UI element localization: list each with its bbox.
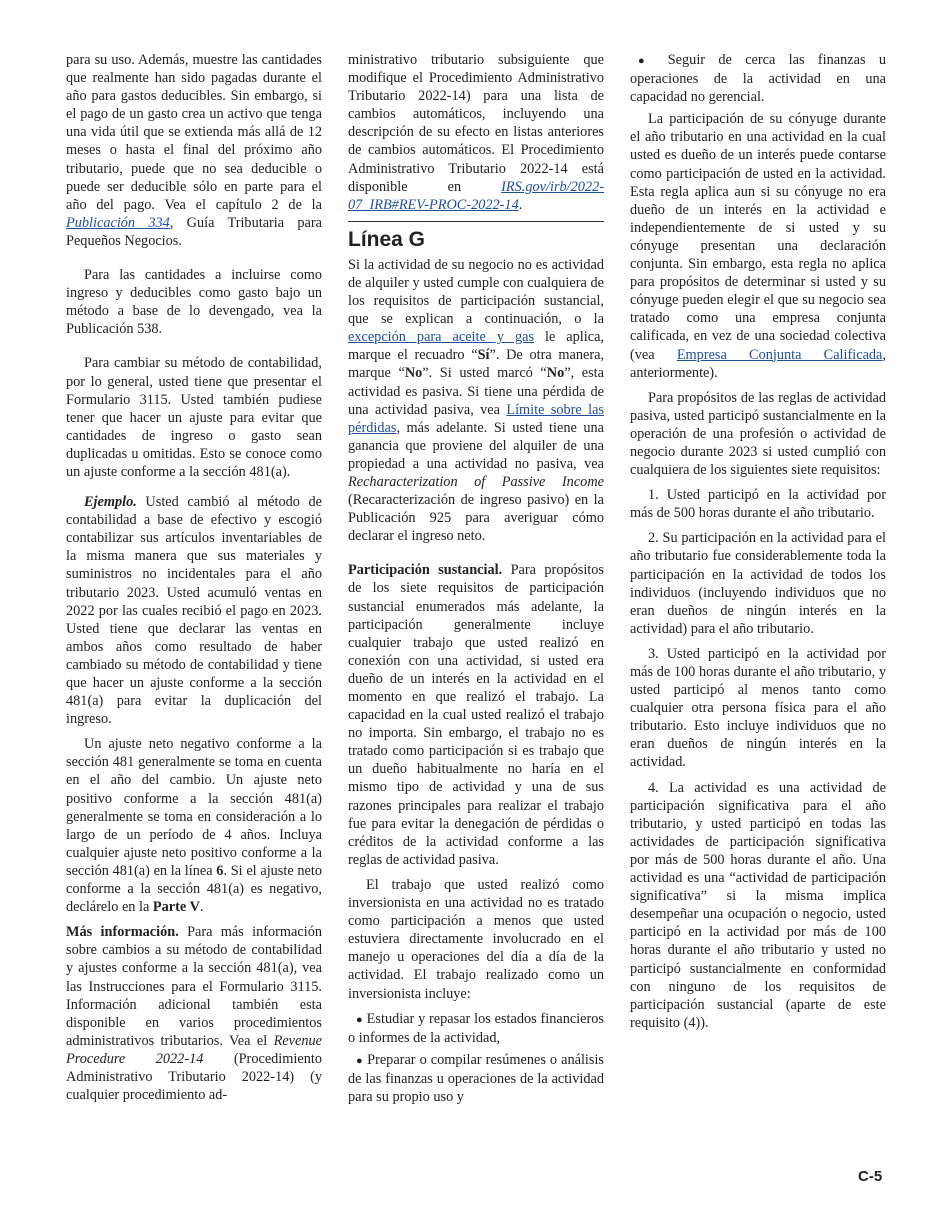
list-item: ● Estudiar y repasar los estados financieros o informes de la actividad, (348, 1010, 604, 1046)
paragraph: Si la actividad de su negocio no es actividad de alquiler y usted cumple con cualquiera de los requisitos de participación sustancial, que se explican a continuación, o la excepción para aceite y gas le aplica, marque el recuadro “Sí”. De otra manera, marque “No”. Si usted marcó “No”, esta actividad es pasiva. Si tiene una pérdida de una actividad pasiva, vea Límite sobre las pérdidas, más adelante. Si usted tiene una ganancia que proviene del alquiler de una propiedad a una actividad no pasiva, vea Recharacterization of Passive Income (Recaracterización de ingreso pasivo) en la Publicación 925 para averiguar cómo declarar el ingreso neto. (348, 256, 605, 545)
bullet-icon: ● (638, 55, 655, 67)
substantial-participation-paragraph: Participación sustancial. Para propósitos de los siete requisitos de participación sustancial enumerados más adelante, la participación generalmente incluye cualquier trabajo que usted realizó en conexión con una actividad, si usted era dueño de un interés en la actividad en el momento en que realizó el trabajo. La capacidad en la cual usted realizó el trabajo no importa. Sin embargo, el trabajo no es tratado como participación si es trabajo que un dueño habitualmente no haría en el mismo tipo de actividad y una de sus razones principales para realizar el trabajo fue para evitar la denegación de pérdidas o créditos de la actividad conforme a las reglas de actividad pasiva. (348, 562, 604, 868)
list-item: 3. Usted participó en la actividad por más de 100 horas durante el año tributario, y usted participó al menos tanto como cualquier otra persona física para el año tributario. Esto incluye individuos que no eran dueños de ningún interés en la actividad. (630, 645, 886, 771)
example-label: Ejemplo. (84, 494, 137, 511)
list-item: 1. Usted participó en la actividad por más de 500 horas durante el año tributario. (630, 487, 886, 522)
column-3 (630, 51, 886, 1039)
list-item: 4. La actividad es una actividad de participación significativa para el año tributario, y usted participó en todas las actividades de participación significativa por más de 500 horas durante el año. Una actividad es una “actividad de participación significativa” si la misma implica desempeñar una ocupación o negocio, usted participó en la actividad por más de 100 horas durante el año tributario y usted no participó sustancialmente en conformidad con ninguno de los requisitos de participación sustancial (aparte de este requisito (4)). (630, 779, 886, 1031)
paragraph: ministrativo tributario subsiguiente que modifique el Procedimiento Administrativo Tributario 2022-14) para una lista de cambios automáticos, incluyendo una descripción de su efecto en listas anteriores de cambios automáticos. El Procedimiento Administrativo Tributario 2022-14 está disponible en IRS.gov/irb/2022-07_IRB#REV-PROC-2022-14. (348, 52, 604, 213)
paragraph: Para cambiar su método de contabilidad, por lo general, usted tiene que presentar el Formulario 3115. Usted también pudiese tener que hacer un ajuste para evitar que cantidades de ingreso o gasto sean duplicadas u omitidas. Esto se conoce como un ajuste conforme a la sección 481(a). (66, 355, 322, 480)
bullet-icon: ● (356, 1013, 363, 1026)
more-info-paragraph: Más información. Para más información sobre cambios a su método de contabilidad y ajustes conforme a la sección 481(a), vea las Instrucciones para el Formulario 3115. Información adicional también esta disponible en varios procedimientos administrativos tributarios. Vea el Revenue Procedure 2022-14 (Procedimiento Administrativo Tributario 2022-14) (y cualquier procedimiento ad- (66, 924, 322, 1104)
list-item: 2. Su participación en la actividad para el año tributario fue considerablemente toda la participación en la actividad de todos los individuos (incluyendo individuos que no eran dueños de ningún interés en la actividad) para el año tributario. (630, 530, 886, 637)
list-item: ● Preparar o compilar resúmenes o análisis de las finanzas u operaciones de la actividad para su propio uso y (348, 1051, 604, 1105)
paragraph: Para las cantidades a incluirse como ingreso y deducibles como gasto bajo un método a base de lo devengado, vea la Publicación 538. (66, 267, 322, 338)
qualified-joint-venture-link[interactable]: Empresa Conjunta Calificada (676, 346, 883, 363)
page-number: C-5 (858, 1168, 883, 1185)
column-2 (348, 51, 604, 1110)
section-heading-linea-g: Línea G (348, 227, 426, 251)
publication-334-link[interactable]: Publicación 334 (66, 214, 170, 231)
irs-irb-link[interactable]: IRS.gov/irb/2022-07_IRB#REV-PROC-2022-14 (348, 178, 604, 213)
paragraph: Para propósitos de las reglas de actividad pasiva, usted participó sustancialmente en la operación de una profesión o actividad de negocio durante 2023 si usted cumplió con cualquiera de los siguientes siete requisitos: (630, 389, 886, 479)
oil-gas-exception-link[interactable]: excepción para aceite y gas (348, 329, 535, 346)
list-item: ● Seguir de cerca las finanzas u operaciones de la actividad en una capacidad no gerencial. (630, 52, 886, 106)
section-divider (348, 221, 604, 222)
column-1 (66, 51, 322, 1111)
bullet-icon: ● (356, 1054, 364, 1067)
paragraph: Un ajuste neto negativo conforme a la sección 481 generalmente se toma en cuenta en el año del cambio. Un ajuste neto positivo conforme a la sección 481(a) generalmente se toma en consideración a lo largo de un período de 4 años. Incluya cualquier ajuste neto positivo conforme a la sección 481(a) en la línea 6. Si el ajuste neto conforme a la sección 481(a) es negativo, declárelo en la Parte V. (66, 736, 323, 916)
paragraph: El trabajo que usted realizó como inversionista en una actividad no es tratado como participación a menos que usted estuviera directamente involucrado en el manejo u operaciones del día a día de la actividad. El trabajo realizado como un inversionista incluye: (348, 876, 604, 1002)
substantial-participation-label: Participación sustancial. (348, 562, 503, 579)
paragraph: La participación de su cónyuge durante el año tributario en una actividad en la cual usted es dueño de un interés puede contarse como participación de usted en la actividad. Esta regla aplica aun si su cónyuge no era dueño de un interés en la actividad e independientemente de si usted y su cónyuge presentan una declaración conjunta. Sin embargo, esta regla no aplica para propósitos de determinar si usted y su cónyuge pueden elegir el que su negocio sea tratado como una empresa conjunta calificada, en vez de una sociedad colectiva (vea Empresa Conjunta Calificada, anteriormente). (630, 111, 886, 381)
example-paragraph: Ejemplo. Usted cambió al método de contabilidad a base de efectivo y escogió contabilizar sus artículos inventariables de la misma manera que sus materiales y suministros no incidentales para el año tributario 2023. Usted acumuló ventas en 2022 por las cuales recibió el pago en 2023. Usted tiene que declarar las ventas en ambos años como resultado de haber cambiado su método de contabilidad y tiene que hacer un ajuste conforme a la sección 481(a) para evitar la duplicación del ingreso. (66, 494, 322, 728)
paragraph: para su uso. Además, muestre las cantidades que realmente han sido pagadas durante el año para gastos deducibles. Sin embargo, si el pago de un gasto crea un activo que tenga una vida útil que se extienda más allá de 12 meses o hasta el final del próximo año tributario, puede que no sea deducible o puede ser deducible sólo en parte para el año del pago. Vea el capítulo 2 de la Publicación 334, Guía Tributaria para Pequeños Negocios. (66, 52, 322, 249)
loss-limit-link[interactable]: Límite sobre las pérdidas (348, 401, 604, 436)
more-info-label: Más información. (66, 924, 179, 941)
